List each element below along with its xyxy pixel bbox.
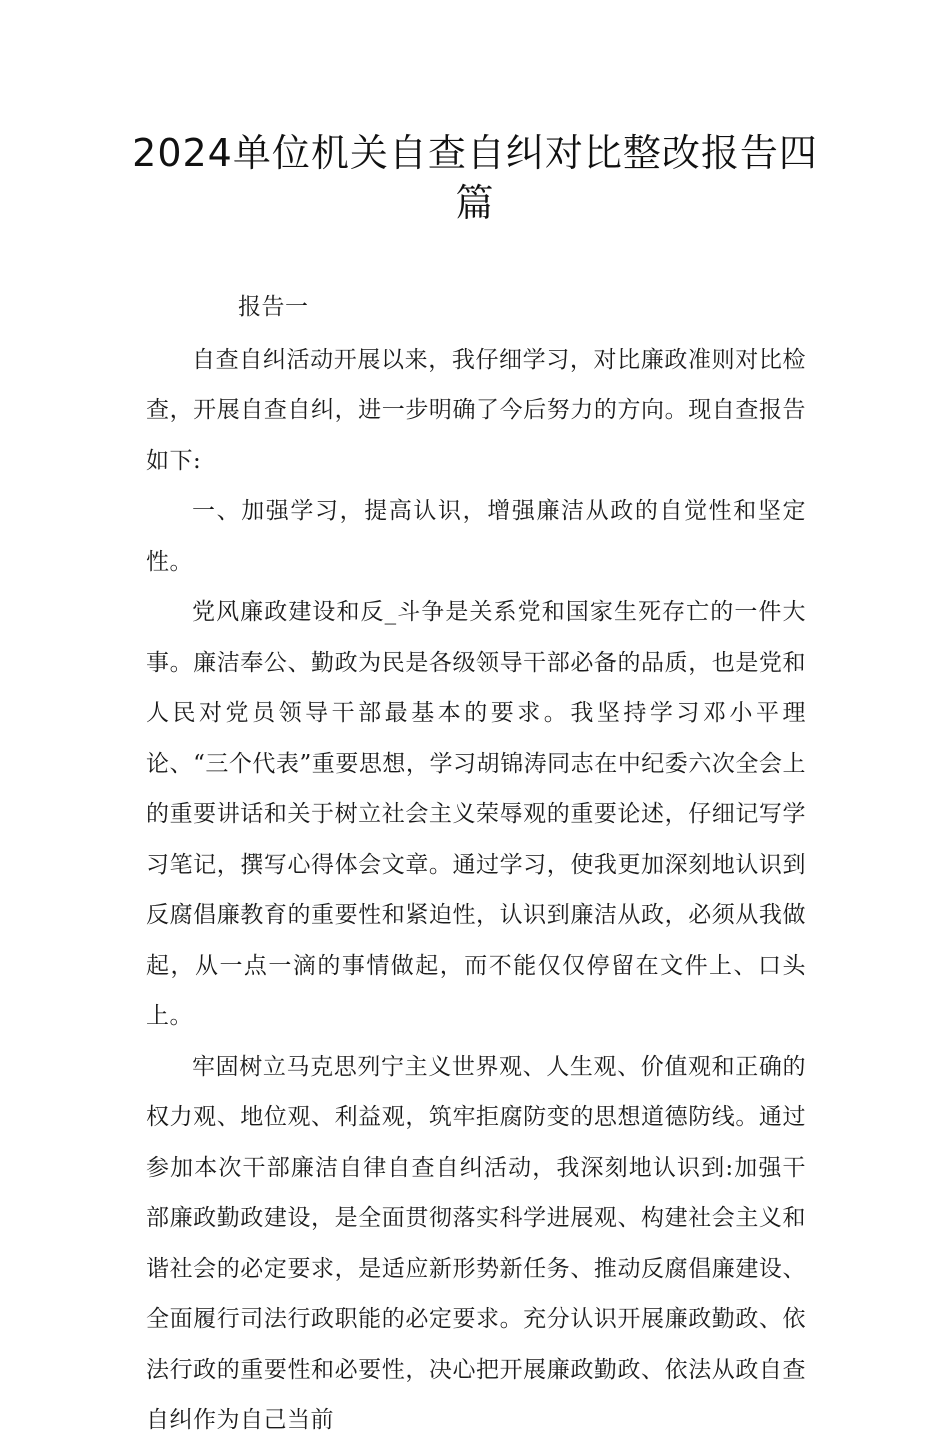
document-body — [146, 282, 806, 1446]
paragraph-worldview: 牢固树立马克思列宁主义世界观、人生观、价值观和正确的权力观、地位观、利益观，筑牢拒腐防变的思想道德防线。通过参加本次干部廉洁自律自查自纠活动，我深刻地认识到:加强干部廉政勤政建设，是全面贯彻落实科学进展观、构建社会主义和谐社会的必定要求，是适应新形势新任务、推动反腐倡廉建设、全面履行司法行政职能的必定要求。充分认识开展廉政勤政、依法行政的重要性和必要性，决心把开展廉政勤政、依法从政自查自纠作为自己当前 — [146, 1053, 806, 1433]
paragraph-intro: 自查自纠活动开展以来，我仔细学习，对比廉政准则对比检查，开展自查自纠，进一步明确了今后努力的方向。现自查报告如下: — [146, 346, 806, 474]
paragraph-party-style: 党风廉政建设和反_斗争是关系党和国家生死存亡的一件大事。廉洁奉公、勤政为民是各级领导干部必备的品质，也是党和人民对党员领导干部最基本的要求。我坚持学习邓小平理论、“三个代表”重要思想，学习胡锦涛同志在中纪委六次全会上的重要讲话和关于树立社会主义荣辱观的重要论述，仔细记写学习笔记，撰写心得体会文章。通过学习，使我更加深刻地认识到反腐倡廉教育的重要性和紧迫性，认识到廉洁从政，必须从我做起，从一点一滴的事情做起，而不能仅仅停留在文件上、口头上。 — [146, 599, 806, 1029]
document-title: 2024单位机关自查自纠对比整改报告四篇 — [132, 131, 818, 225]
paragraph-heading-one: 一、加强学习，提高认识，增强廉洁从政的自觉性和坚定性。 — [146, 498, 806, 575]
section-label: 报告一 — [238, 294, 309, 320]
